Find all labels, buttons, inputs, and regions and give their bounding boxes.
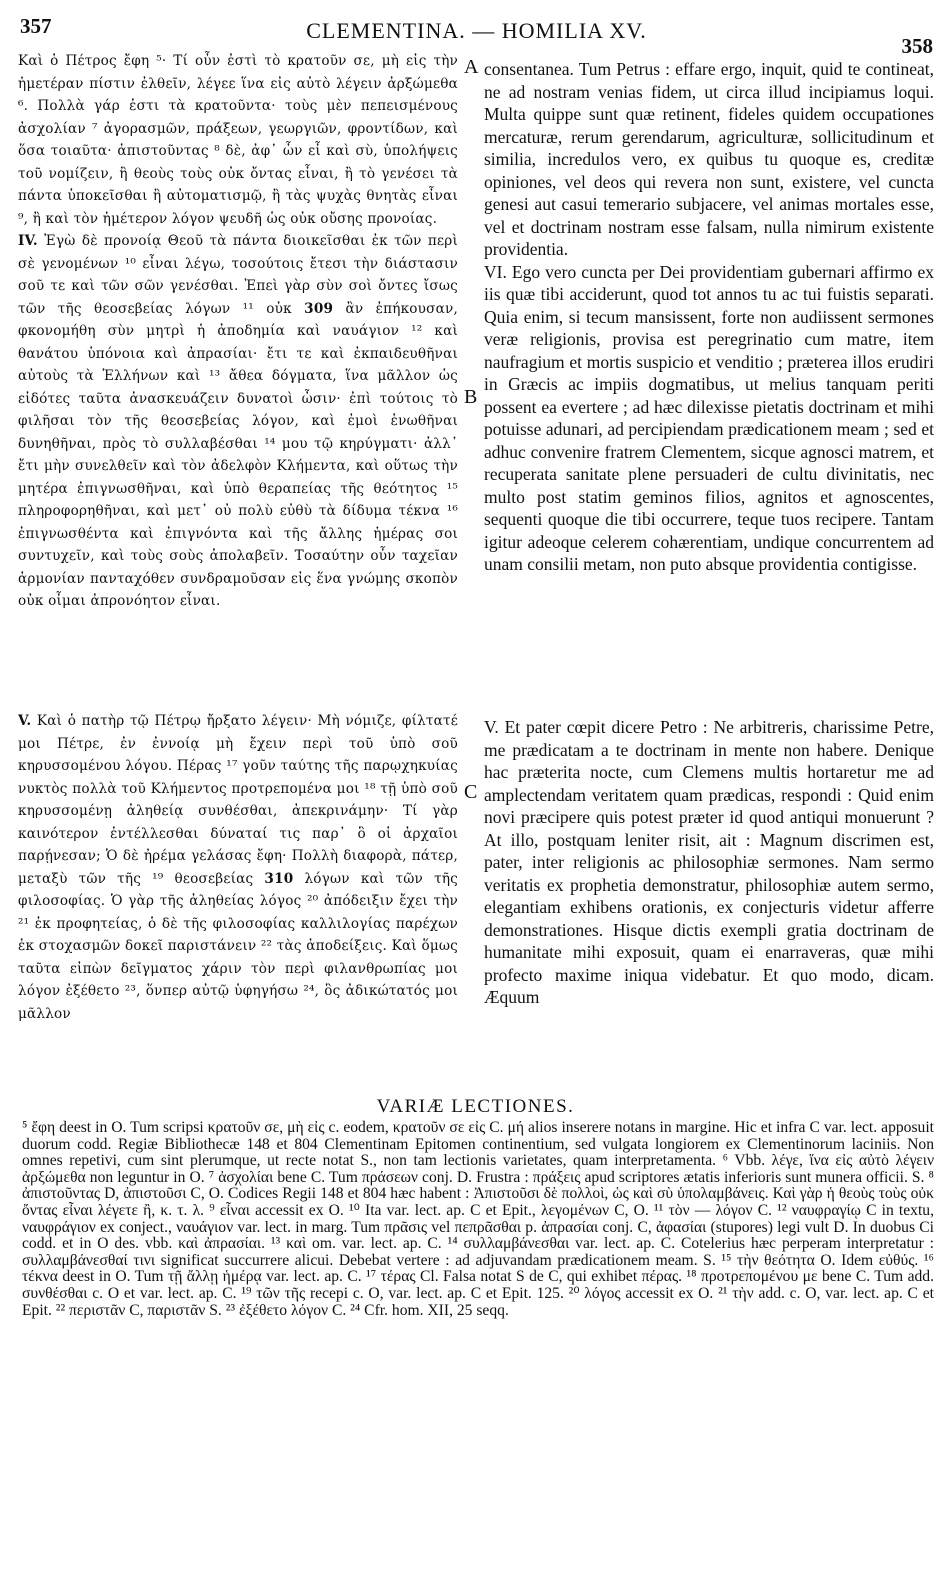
- footnote-text: ⁵ ἔφη deest in O. Tum scripsi κρατοῦν σε, μὴ εἰς c. eodem, κρατοῦν σε εἰς C. μή alios inserere notans in margine. Hic et infra C var. lect. apposuit duorum codd. Regiæ Bibliothecæ 148 et 804 Clementinam Epitomen continentium, sed vulgata longiorem ex Clementinorum laciniis. Non omnes repetivi, cum sint plerumque, ut recte notat S., non tam lectionis varietates, quam interpretamenta. ⁶ Vbb. λέγε, ἵνα εἰς αὐτὸ λέγειν ἀρξώμεθα non leguntur in O. ⁷ ἀσχολίαι bene C. Tum πράσεων conj. D. Frustra : πράξεις apud scriptores ætatis inferioris sunt munera officii. S. ⁸ ἀπιστοῦντας D, ἀπιστοῦσι C, O. Codices Regii 148 et 804 hæc habent : Ἀπιστοῦσι δὲ πολλοὶ, ὡς καὶ σὺ ὑπολαμβάνεις. Καὶ γὰρ ἡ θεοὺς τοὺς οὐκ ὄντας εἶναι λέγετε ἢ, κ. τ. λ. ⁹ εἶναι accessit ex O. ¹⁰ Ita var. lect. ap. C et Epit., λεγομένων C, O. ¹¹ τὸν — λόγον C. ¹² ναυφραγίῳ C in textu, ναυφράγιον ex conject., ναυάγιον var. lect. in marg. Tum πρᾶσις vel πεπρᾶσθαι p. ἀπρασίαι conj. C, ἀφασίαι (stupores) legi vult D. In duobus Ci codd. et in O des. vbb. καὶ ἀπρασίαι. ¹³ καὶ om. var. lect. ap. C. ¹⁴ συλλαμβάνεσθαι var. lect. ap. C. Cotelerius hæc perperam interpretatur : συλλαμβάνεσθαί τινι significat succurrere alicui. Debebat vertere : ad adjuvandam prædicationem meam. S. ¹⁵ τὴν θεότητα O. Idem εὐθύς. ¹⁶ τέκνα deest in O. Tum τῇ ἄλλῃ ἡμέρᾳ var. lect. ap. C. ¹⁷ τέρας Cl. Falsa notat S de C, qui exhibet πέρας. ¹⁸ προτρεπομένου με bene C. Tum add. συνθέσθαι c. O et var. lect. ap. C. ¹⁹ τῶν τῆς recepi c. O, var. lect. ap. C et Epit. 125. ²⁰ λόγος accessit ex O. ²¹ τὴν add. c. O, var. lect. ap. C et Epit. ²² περιστᾶν C, παριστᾶν S. ²³ ἐξέθετο λόγον C. ²⁴ Cfr. hom. XII, 25 seqq.: [22, 1120, 934, 1319]
- latin-section-vi-text: Ego vero cuncta per Dei providentiam gubernari affirmo ex iis quæ tibi acciderunt, quod tot annos tu ac tui fuistis separati. Quia enim, si tecum mansissent, forte non audiissent sermones veræ religionis, provisa est peregrinatio cum matre, item naufragium et mortis suspicio et venditio ; præterea illos erudiri in Græcis ac impiis dogmatibus, ut melius tanquam periti possent ea evertere ; ad hæc dilexisse pietatis doctrinam et mihi potuisse adunari, ad percipiendam prædicationem meam ; sed et adhuc convenire fratrem Clementem, sicque agnosci matrem, et recuperata sanitate plene persuaderi de cultu divinitatis, nec multo post statim geminos filios, agnitos et agnoscentes, sequenti quoque die tibi occurrere, teque tuos recipere. Tantam igitur adeoque celerem cohærentiam, undique concurrentem ad unam consilii metam, non puto absque providentia contigisse.: [484, 261, 934, 574]
- margin-letter-c: C: [464, 781, 478, 803]
- section-number: VI.: [484, 261, 507, 282]
- latin-section-v: [484, 716, 934, 1009]
- latin-column-lower: [484, 716, 934, 1094]
- latin-column-upper: [484, 58, 934, 708]
- latin-section-vi: [484, 261, 934, 576]
- section-number: IV.: [18, 233, 38, 249]
- margin-letter-a: A: [464, 56, 479, 78]
- page-number-left: 357: [20, 14, 52, 38]
- variae-lectiones-notes: [22, 1120, 934, 1570]
- section-number: V.: [484, 717, 499, 737]
- column-page-marker: 310: [264, 870, 294, 887]
- latin-intro-paragraph: consentanea. Tum Petrus : effare ergo, inquit, quid te contineat, ne ad nostram venias fidem, ut circa illud incipiamus loqui. Multa quippe sunt quæ retinent, fideles quidem occupationes mercaturæ, rerum gerendarum, agriculturæ, sollicitudinum et similia, incredulos vero, ex quibus tu quoque es, creditæ opiniones, vel deos qui revera non sunt, existere, vel cuncta genesi aut casui temerario subjacere, vel animas mortales esse, vel et doctrinam nostram esse falsam, nulla nimirum existente providentia.: [484, 59, 934, 259]
- greek-column-lower: [18, 710, 458, 1095]
- greek-section-v: [18, 710, 458, 1025]
- column-page-marker: 309: [304, 300, 334, 317]
- section-number: V.: [18, 713, 32, 729]
- page-number-right: 358: [901, 34, 933, 58]
- greek-section-iv: [18, 230, 458, 613]
- latin-section-v-text: Et pater cœpit dicere Petro : Ne arbitreris, charissime Petre, me prædicatam a te doctrinam in mente non habere. Denique hac præterita nocte, cum Clemens multis hortaretur me ad amplectendam veritatem quam prædicas, respondi : Quid enim novi præcipere quis potest præter id quod antiqui monuerunt ? At illo, postquam leniter risit, ait : Magnum discrimen est, pater, inter religionis ac philosophiæ sermones. Nam sermo veritatis ex prophetia demonstratur, philosophiæ autem sermo, elegantiam exhibens orationis, ex conjecturis videtur afferre demonstrationes. Hisque dictis exempli gratia doctrinam de humanitate mihi exposuit, quam ei enarraveras, quæ mihi profecto maxime iniqua videbatur. Et quo modo, dicam. Æquum: [484, 717, 934, 1007]
- margin-letter-b: B: [464, 386, 478, 408]
- greek-section-v-text: Καὶ ὁ πατὴρ τῷ Πέτρῳ ἤρξατο λέγειν· Μὴ νόμιζε, φίλτατέ μοι Πέτρε, ἐν ἐννοίᾳ μὴ ἔχειν περὶ τοῦ ὑπὸ σοῦ κηρυσσομένου λόγου. Πέρας ¹⁷ γοῦν ταύτης τῆς παρῳχηκυίας νυκτὸς πολλὰ τοῦ Κλήμεντος προτρεπομένα μοι ¹⁸ τῇ ὑπὸ σοῦ κηρυσσομένῃ ἀληθείᾳ συνθέσθαι, ἀπεκρινάμην· Τί γὰρ καινότερον ἐντέλλεσθαι δύναταί τις παρ᾽ ὃ οἱ ἀρχαῖοι παρῄνεσαν; Ὁ δὲ ἠρέμα γελάσας ἔφη· Πολλὴ διαφορὰ, πάτερ, μεταξὺ τῶν τῆς ¹⁹ θεοσεβείας: [18, 713, 458, 887]
- page-header: [20, 14, 933, 58]
- greek-section-v-continued: λόγων καὶ τῶν τῆς φιλοσοφίας. Ὁ γὰρ τῆς ἀληθείας λόγος ²⁰ ἀπόδειξιν ἔχει τὴν ²¹ ἐκ προφητείας, ὁ δὲ τῆς φιλοσοφίας καλλιλογίας παρέχων ἐκ στοχασμῶν δοκεῖ παριστάνειν ²² τὰς ἀποδείξεις. Καὶ ὅμως ταῦτα εἰπὼν δεῖγματος χάριν τὸν περὶ φιλανθρωπίας μοι λόγον ἐξέθετο ²³, ὅνπερ αὐτῷ ὑφηγήσω ²⁴, ὃς ἀδικώτατός μοι μᾶλλον: [18, 870, 458, 1022]
- running-title: CLEMENTINA. — HOMILIA XV.: [306, 18, 647, 43]
- greek-section-iv-text: Ἐγὼ δὲ προνοίᾳ Θεοῦ τὰ πάντα διοικεῖσθαι ἐκ τῶν περὶ σὲ γενομένων ¹⁰ εἶναι λέγω, τοσούτοις ἔτεσι τὴν διάστασιν σοῦ τε καὶ τῶν σῶν γενέσθαι. Ἐπεὶ γὰρ σὺν σοὶ ὄντες ἴσως τῶν τῆς θεοσεβείας λόγων ¹¹ οὐκ: [18, 233, 458, 317]
- greek-section-iv-continued: ἂν ἐπήκουσαν, φκονομήθη σὺν μητρὶ ἡ ἀποδημία καὶ ναυάγιον ¹² καὶ θανάτου ὑπόνοια καὶ ἀπρασίαι· ἔτι τε καὶ ἐκπαιδευθῆναι αὐτοὺς τὰ Ἑλλήνων καὶ ¹³ ἄθεα δόγματα, ἵνα μᾶλλον ὡς εἰδότες ταῦτα ἀνασκευάζειν δυνατοὶ ὦσιν· ἐπὶ τούτοις τὸ φιλῆσαι τὸν τῆς θεοσεβείας λόγον, καὶ ἐμοὶ ἑνωθῆναι δυνηθῆναι, πρὸς τὸ συλλαβέσθαι ¹⁴ μου τῷ κηρύγματι· ἀλλ᾽ ἔτι μὴν συνελθεῖν καὶ τὸν ἀδελφὸν Κλήμεντα, καὶ οὕτως τὴν μητέρα ἐπιγνωσθῆναι, καὶ ὑπὸ θεραπείας τῆς θεότητος ¹⁵ πληροφορηθῆναι, καὶ μετ᾽ οὐ πολὺ εὐθὺ τὰ δίδυμα τέκνα ¹⁶ ἐπιγνωσθέντα καὶ ἐπιγνόντα καὶ τῆς ἄλλης ἡμέρας σοι συντυχεῖν, καὶ τοὺς σοὺς ἀπολαβεῖν. Τοσαύτην οὖν ταχεῖαν ἁρμονίαν πανταχόθεν συνδραμοῦσαν εἰς ἕνα γνώμης σκοπὸν οὐκ οἶμαι ἀπρονόητον εἶναι.: [18, 300, 458, 609]
- variae-lectiones-heading: VARIÆ LECTIONES.: [376, 1096, 575, 1117]
- greek-intro-paragraph: Καὶ ὁ Πέτρος ἔφη ⁵· Τί οὖν ἐστὶ τὸ κρατοῦν σε, μὴ εἰς τὴν ἡμετέραν πίστιν ἐλθεῖν, λέγεε ἵνα εἰς αὐτὸ λέγειν ἀρξώμεθα ⁶. Πολλὰ γάρ ἐστι τὰ κρατοῦντα· τοὺς μὲν πεπεισμένους ἀσχολίαν ⁷ ἀγορασμῶν, πράξεων, γεωργιῶν, φροντίδων, καὶ ὅσα τοιαῦτα· ἀπιστοῦντας ⁸ δὲ, ἀφ᾽ ὧν εἶ καὶ σὺ, ὑπολήψεις τοῦ νομίζειν, ἢ θεοὺς τοὺς οὐκ ὄντας εἶναι, ἢ τὸ γενέσει τὰ πάντα ὑποκεῖσθαι ἢ αὐτοματισμῷ, ἢ τὰς ψυχὰς θνητὰς εἶναι ⁹, ἢ καὶ τὸν ἡμέτερον λόγον ψευδῆ ὡς οὐκ οὔσης προνοίας.: [18, 53, 458, 227]
- greek-column-upper: [18, 50, 458, 700]
